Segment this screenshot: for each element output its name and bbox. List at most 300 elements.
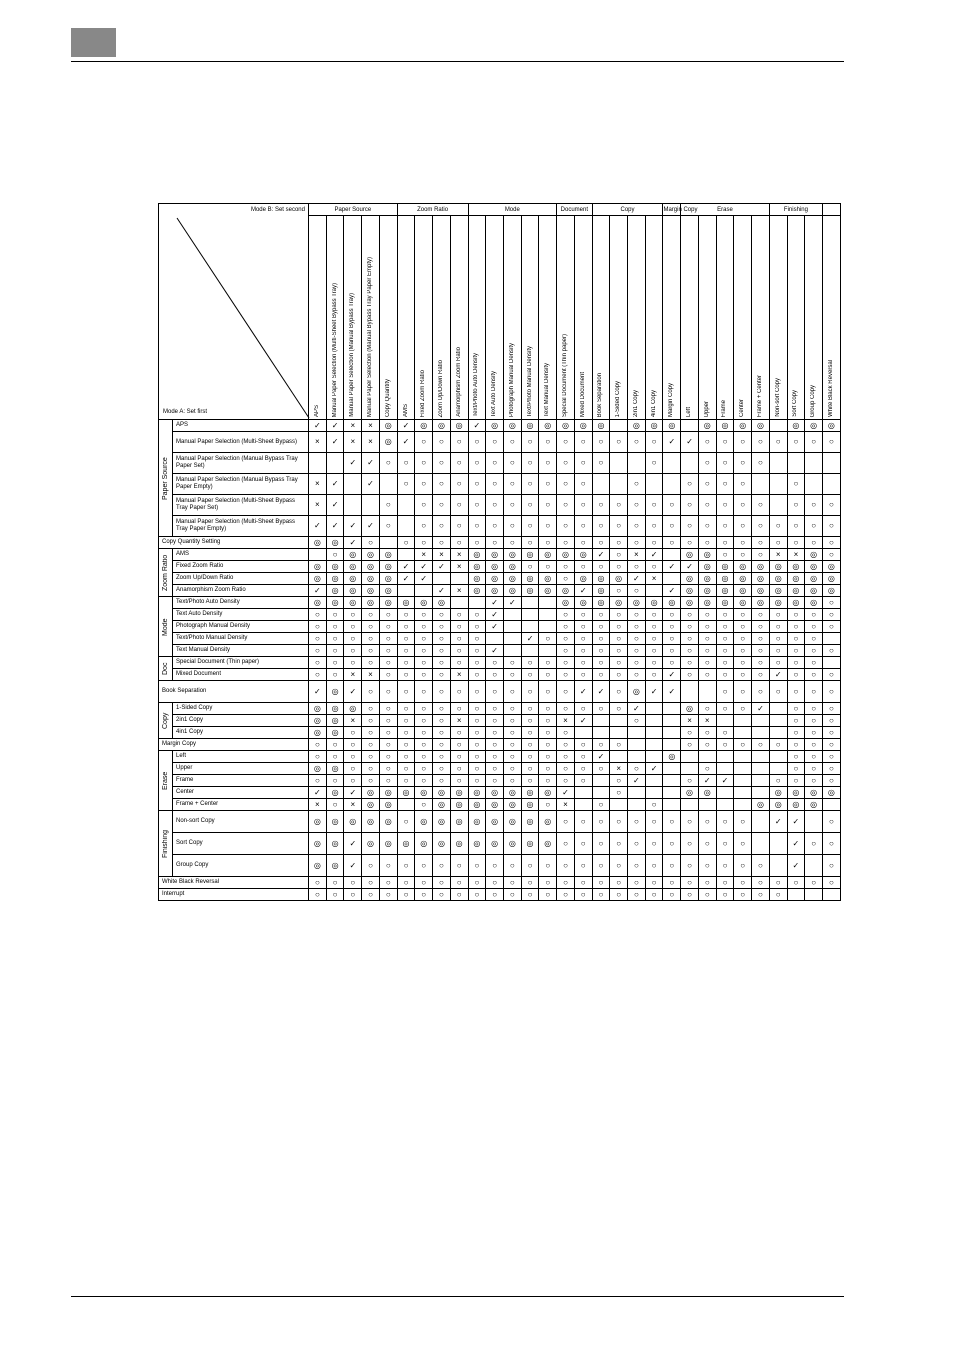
- table-cell: ○: [823, 681, 841, 703]
- table-cell: ○: [486, 855, 504, 877]
- table-cell: ○: [433, 495, 451, 516]
- table-cell: ○: [539, 739, 557, 751]
- table-cell: ○: [628, 877, 646, 889]
- table-cell: ○: [450, 751, 468, 763]
- table-cell: ○: [486, 669, 504, 681]
- table-cell: ○: [379, 751, 397, 763]
- table-cell: ✓: [628, 573, 646, 585]
- table-cell: ○: [628, 855, 646, 877]
- table-cell: ○: [309, 657, 327, 669]
- table-cell: [734, 751, 752, 763]
- column-header: [663, 216, 681, 420]
- table-cell: ◎: [734, 561, 752, 573]
- table-cell: ○: [769, 537, 787, 549]
- table-cell: [769, 727, 787, 739]
- table-cell: ○: [433, 775, 451, 787]
- table-cell: ○: [610, 549, 628, 561]
- table-cell: ○: [787, 739, 805, 751]
- table-cell: ◎: [433, 833, 451, 855]
- table-cell: ○: [486, 715, 504, 727]
- column-header: [698, 216, 716, 420]
- table-cell: ○: [379, 681, 397, 703]
- table-cell: ○: [521, 703, 539, 715]
- table-cell: [503, 645, 521, 657]
- table-cell: ○: [752, 657, 770, 669]
- table-row: [159, 609, 841, 621]
- table-cell: ◎: [468, 573, 486, 585]
- table-cell: ○: [557, 889, 575, 901]
- table-cell: ✓: [362, 474, 380, 495]
- table-cell: ✓: [397, 432, 415, 453]
- table-cell: ◎: [397, 833, 415, 855]
- column-header-label: 1-Sided Copy: [615, 380, 622, 417]
- table-cell: [769, 420, 787, 432]
- table-cell: ◎: [823, 573, 841, 585]
- table-cell: [663, 453, 681, 474]
- table-cell: ◎: [628, 420, 646, 432]
- table-cell: ◎: [769, 561, 787, 573]
- table-cell: ◎: [326, 585, 344, 597]
- table-cell: ○: [433, 537, 451, 549]
- table-cell: ○: [734, 537, 752, 549]
- table-cell: [503, 633, 521, 645]
- table-cell: ○: [592, 763, 610, 775]
- table-cell: ✓: [486, 609, 504, 621]
- column-header: [645, 216, 663, 420]
- table-cell: ○: [574, 775, 592, 787]
- table-cell: ◎: [521, 811, 539, 833]
- table-cell: ◎: [539, 585, 557, 597]
- table-cell: ○: [805, 775, 823, 787]
- table-cell: ✓: [344, 516, 362, 537]
- table-cell: ○: [592, 561, 610, 573]
- table-cell: ○: [823, 597, 841, 609]
- table-cell: ○: [752, 669, 770, 681]
- table-cell: ×: [450, 669, 468, 681]
- row-label: Interrupt: [159, 889, 309, 901]
- table-cell: ○: [698, 811, 716, 833]
- table-cell: ◎: [734, 420, 752, 432]
- table-cell: ○: [823, 855, 841, 877]
- table-cell: ○: [344, 763, 362, 775]
- table-cell: ◎: [787, 420, 805, 432]
- table-cell: ○: [823, 621, 841, 633]
- table-cell: ○: [663, 855, 681, 877]
- table-cell: [663, 715, 681, 727]
- table-cell: ○: [805, 703, 823, 715]
- table-cell: [539, 645, 557, 657]
- table-cell: ◎: [698, 573, 716, 585]
- table-cell: ○: [681, 669, 699, 681]
- table-cell: ◎: [521, 573, 539, 585]
- function-combination-table-frame: [158, 203, 840, 913]
- table-cell: ○: [326, 621, 344, 633]
- table-cell: ○: [379, 703, 397, 715]
- table-cell: ○: [415, 633, 433, 645]
- table-cell: ○: [805, 763, 823, 775]
- table-cell: ○: [326, 549, 344, 561]
- column-header-label: Fixed Zoom Ratio: [420, 369, 427, 417]
- table-cell: ◎: [716, 561, 734, 573]
- table-cell: ◎: [486, 549, 504, 561]
- table-cell: ◎: [486, 799, 504, 811]
- table-cell: [823, 799, 841, 811]
- table-cell: ○: [698, 669, 716, 681]
- table-cell: ○: [309, 775, 327, 787]
- table-cell: ✓: [309, 787, 327, 799]
- table-cell: ○: [468, 432, 486, 453]
- table-cell: ○: [734, 549, 752, 561]
- table-cell: ○: [468, 715, 486, 727]
- table-cell: ○: [468, 681, 486, 703]
- table-row: [159, 549, 841, 561]
- table-cell: ○: [397, 609, 415, 621]
- table-cell: ○: [805, 621, 823, 633]
- table-cell: ○: [752, 633, 770, 645]
- table-cell: ○: [468, 877, 486, 889]
- table-cell: ○: [574, 657, 592, 669]
- column-group-row: [159, 204, 841, 216]
- table-cell: ○: [415, 739, 433, 751]
- table-cell: ○: [539, 516, 557, 537]
- table-cell: ○: [557, 561, 575, 573]
- table-cell: ○: [557, 573, 575, 585]
- table-cell: ○: [433, 715, 451, 727]
- column-header-label: Text Auto Density: [491, 370, 498, 417]
- table-cell: ◎: [326, 855, 344, 877]
- table-cell: ✓: [397, 573, 415, 585]
- table-cell: ○: [574, 739, 592, 751]
- table-cell: ○: [557, 703, 575, 715]
- table-cell: ○: [326, 877, 344, 889]
- table-cell: ○: [309, 751, 327, 763]
- table-cell: ◎: [628, 597, 646, 609]
- table-cell: ○: [539, 633, 557, 645]
- table-cell: ○: [415, 453, 433, 474]
- table-cell: ○: [752, 537, 770, 549]
- table-cell: ◎: [326, 537, 344, 549]
- table-cell: ○: [681, 855, 699, 877]
- table-cell: ◎: [326, 561, 344, 573]
- table-cell: ○: [698, 763, 716, 775]
- table-cell: ×: [557, 715, 575, 727]
- table-cell: ◎: [503, 799, 521, 811]
- table-cell: ○: [698, 727, 716, 739]
- table-cell: ○: [610, 633, 628, 645]
- column-header-label: Zoom Up/Down Ratio: [437, 359, 444, 417]
- table-cell: ○: [450, 537, 468, 549]
- table-cell: ○: [592, 855, 610, 877]
- table-cell: ○: [433, 727, 451, 739]
- table-cell: [592, 787, 610, 799]
- table-cell: ○: [468, 657, 486, 669]
- table-cell: ○: [433, 609, 451, 621]
- table-cell: ○: [734, 495, 752, 516]
- table-cell: ○: [805, 833, 823, 855]
- table-cell: ◎: [344, 597, 362, 609]
- table-cell: ○: [787, 474, 805, 495]
- table-cell: ○: [468, 474, 486, 495]
- table-row: [159, 516, 841, 537]
- table-cell: ○: [521, 775, 539, 787]
- table-cell: ○: [574, 877, 592, 889]
- row-label: Center: [173, 787, 309, 799]
- table-cell: ○: [610, 877, 628, 889]
- table-cell: ◎: [592, 585, 610, 597]
- table-cell: ✓: [681, 561, 699, 573]
- table-cell: ◎: [698, 597, 716, 609]
- table-cell: ○: [486, 474, 504, 495]
- table-cell: ◎: [521, 420, 539, 432]
- table-cell: ○: [557, 645, 575, 657]
- table-cell: ○: [805, 657, 823, 669]
- table-cell: ○: [362, 621, 380, 633]
- table-cell: [681, 751, 699, 763]
- table-cell: ○: [397, 877, 415, 889]
- table-cell: ○: [716, 703, 734, 715]
- table-cell: ○: [645, 432, 663, 453]
- table-cell: ◎: [486, 811, 504, 833]
- table-cell: ○: [397, 474, 415, 495]
- table-cell: ◎: [557, 585, 575, 597]
- table-cell: ◎: [805, 585, 823, 597]
- table-cell: ○: [610, 787, 628, 799]
- table-cell: ✓: [592, 681, 610, 703]
- table-cell: ◎: [326, 681, 344, 703]
- table-cell: ◎: [645, 420, 663, 432]
- table-cell: ○: [486, 739, 504, 751]
- table-cell: ○: [805, 727, 823, 739]
- table-cell: ○: [823, 537, 841, 549]
- row-label: Book Separation: [159, 681, 309, 703]
- table-row: [159, 715, 841, 727]
- table-cell: ○: [769, 739, 787, 751]
- table-cell: ✓: [645, 549, 663, 561]
- table-cell: [645, 787, 663, 799]
- table-cell: ○: [610, 516, 628, 537]
- table-cell: ○: [503, 889, 521, 901]
- table-cell: ◎: [379, 833, 397, 855]
- table-cell: ○: [521, 889, 539, 901]
- table-cell: ○: [698, 621, 716, 633]
- table-cell: ◎: [433, 597, 451, 609]
- table-cell: ○: [663, 516, 681, 537]
- table-cell: ✓: [663, 585, 681, 597]
- table-cell: ◎: [539, 573, 557, 585]
- table-cell: ○: [610, 775, 628, 787]
- table-cell: [344, 474, 362, 495]
- table-cell: ○: [486, 495, 504, 516]
- table-cell: [415, 585, 433, 597]
- table-cell: ◎: [362, 561, 380, 573]
- table-cell: [645, 703, 663, 715]
- table-cell: ○: [645, 609, 663, 621]
- table-cell: ×: [415, 549, 433, 561]
- table-cell: ○: [698, 516, 716, 537]
- table-cell: ✓: [769, 811, 787, 833]
- table-cell: ✓: [663, 681, 681, 703]
- table-cell: ○: [450, 739, 468, 751]
- table-cell: ○: [698, 855, 716, 877]
- table-cell: ○: [450, 633, 468, 645]
- table-cell: ○: [823, 739, 841, 751]
- table-cell: ○: [681, 775, 699, 787]
- table-cell: ○: [716, 877, 734, 889]
- table-cell: ○: [574, 495, 592, 516]
- column-header-label: Text/Photo Auto Density: [473, 353, 480, 417]
- table-cell: ×: [344, 669, 362, 681]
- table-cell: ○: [486, 657, 504, 669]
- table-cell: ○: [734, 703, 752, 715]
- column-header-label: Upper: [703, 400, 710, 417]
- table-cell: ○: [663, 811, 681, 833]
- table-cell: ◎: [309, 573, 327, 585]
- table-cell: ○: [415, 751, 433, 763]
- table-cell: ○: [734, 877, 752, 889]
- table-cell: ○: [628, 432, 646, 453]
- table-cell: ✓: [681, 432, 699, 453]
- table-cell: ◎: [486, 573, 504, 585]
- row-label: Mixed Document: [173, 669, 309, 681]
- table-cell: ○: [539, 889, 557, 901]
- table-cell: ×: [628, 549, 646, 561]
- table-cell: ○: [557, 657, 575, 669]
- column-group-header: Paper Source: [309, 204, 398, 216]
- table-row: [159, 453, 841, 474]
- table-cell: ◎: [574, 573, 592, 585]
- table-cell: ✓: [415, 561, 433, 573]
- table-cell: ○: [610, 739, 628, 751]
- table-cell: ○: [521, 495, 539, 516]
- table-cell: ○: [823, 645, 841, 657]
- table-cell: ◎: [805, 573, 823, 585]
- table-cell: ○: [769, 877, 787, 889]
- table-row: [159, 495, 841, 516]
- table-cell: ✓: [309, 516, 327, 537]
- table-cell: ◎: [592, 573, 610, 585]
- table-cell: ○: [787, 495, 805, 516]
- table-cell: ○: [805, 739, 823, 751]
- table-cell: [769, 833, 787, 855]
- table-cell: ○: [468, 727, 486, 739]
- column-header-label: Sort Copy: [792, 390, 799, 417]
- table-cell: ○: [503, 763, 521, 775]
- table-cell: ○: [433, 621, 451, 633]
- table-cell: [823, 889, 841, 901]
- table-cell: ×: [309, 799, 327, 811]
- table-cell: ○: [769, 621, 787, 633]
- table-cell: ◎: [486, 561, 504, 573]
- table-cell: ○: [645, 877, 663, 889]
- table-cell: ○: [663, 877, 681, 889]
- row-label: Text/Photo Manual Density: [173, 633, 309, 645]
- table-cell: ○: [397, 681, 415, 703]
- table-cell: ○: [787, 751, 805, 763]
- table-cell: ○: [574, 474, 592, 495]
- row-label: Manual Paper Selection (Multi-Sheet Bypass Tray Paper Set): [173, 495, 309, 516]
- table-row: [159, 432, 841, 453]
- table-cell: ○: [787, 681, 805, 703]
- table-cell: ○: [752, 453, 770, 474]
- table-cell: ○: [681, 889, 699, 901]
- table-cell: ✓: [486, 597, 504, 609]
- table-cell: ✓: [468, 420, 486, 432]
- table-cell: ○: [557, 811, 575, 833]
- table-cell: ○: [362, 877, 380, 889]
- table-cell: ○: [681, 645, 699, 657]
- table-cell: ○: [486, 763, 504, 775]
- table-cell: [610, 715, 628, 727]
- table-cell: ○: [681, 657, 699, 669]
- table-cell: [787, 889, 805, 901]
- table-cell: ○: [610, 585, 628, 597]
- table-cell: ○: [716, 833, 734, 855]
- table-cell: ○: [397, 727, 415, 739]
- table-cell: ○: [628, 645, 646, 657]
- table-cell: ○: [539, 681, 557, 703]
- table-cell: [397, 516, 415, 537]
- table-row: [159, 645, 841, 657]
- table-cell: ○: [574, 645, 592, 657]
- table-cell: ○: [716, 516, 734, 537]
- table-cell: ○: [592, 889, 610, 901]
- row-label: Fixed Zoom Ratio: [173, 561, 309, 573]
- table-cell: ○: [362, 609, 380, 621]
- table-cell: ◎: [503, 833, 521, 855]
- table-cell: ○: [468, 775, 486, 787]
- column-header: [521, 216, 539, 420]
- table-row: [159, 799, 841, 811]
- table-cell: ◎: [787, 561, 805, 573]
- table-cell: ◎: [503, 420, 521, 432]
- table-cell: ×: [344, 799, 362, 811]
- table-cell: ○: [309, 633, 327, 645]
- table-cell: ○: [503, 516, 521, 537]
- table-cell: ○: [823, 715, 841, 727]
- table-cell: ◎: [681, 787, 699, 799]
- table-cell: ○: [787, 715, 805, 727]
- table-cell: ×: [362, 432, 380, 453]
- table-cell: [539, 621, 557, 633]
- table-cell: [698, 751, 716, 763]
- table-cell: ×: [344, 432, 362, 453]
- table-cell: ×: [787, 549, 805, 561]
- footer-rule: [71, 1296, 844, 1297]
- table-cell: ◎: [344, 811, 362, 833]
- column-header: [503, 216, 521, 420]
- table-cell: ○: [805, 669, 823, 681]
- table-cell: [450, 573, 468, 585]
- table-cell: ✓: [326, 474, 344, 495]
- table-cell: ○: [557, 516, 575, 537]
- table-cell: ○: [503, 474, 521, 495]
- table-cell: ✓: [521, 633, 539, 645]
- table-cell: ○: [823, 495, 841, 516]
- table-cell: ○: [379, 645, 397, 657]
- table-cell: ○: [557, 751, 575, 763]
- table-cell: [787, 453, 805, 474]
- table-cell: ○: [344, 609, 362, 621]
- table-cell: [397, 585, 415, 597]
- table-row: [159, 585, 841, 597]
- table-cell: ○: [698, 537, 716, 549]
- table-cell: ✓: [486, 621, 504, 633]
- table-cell: ◎: [716, 597, 734, 609]
- table-cell: ○: [645, 669, 663, 681]
- table-cell: [716, 715, 734, 727]
- table-cell: ○: [645, 855, 663, 877]
- table-cell: [769, 495, 787, 516]
